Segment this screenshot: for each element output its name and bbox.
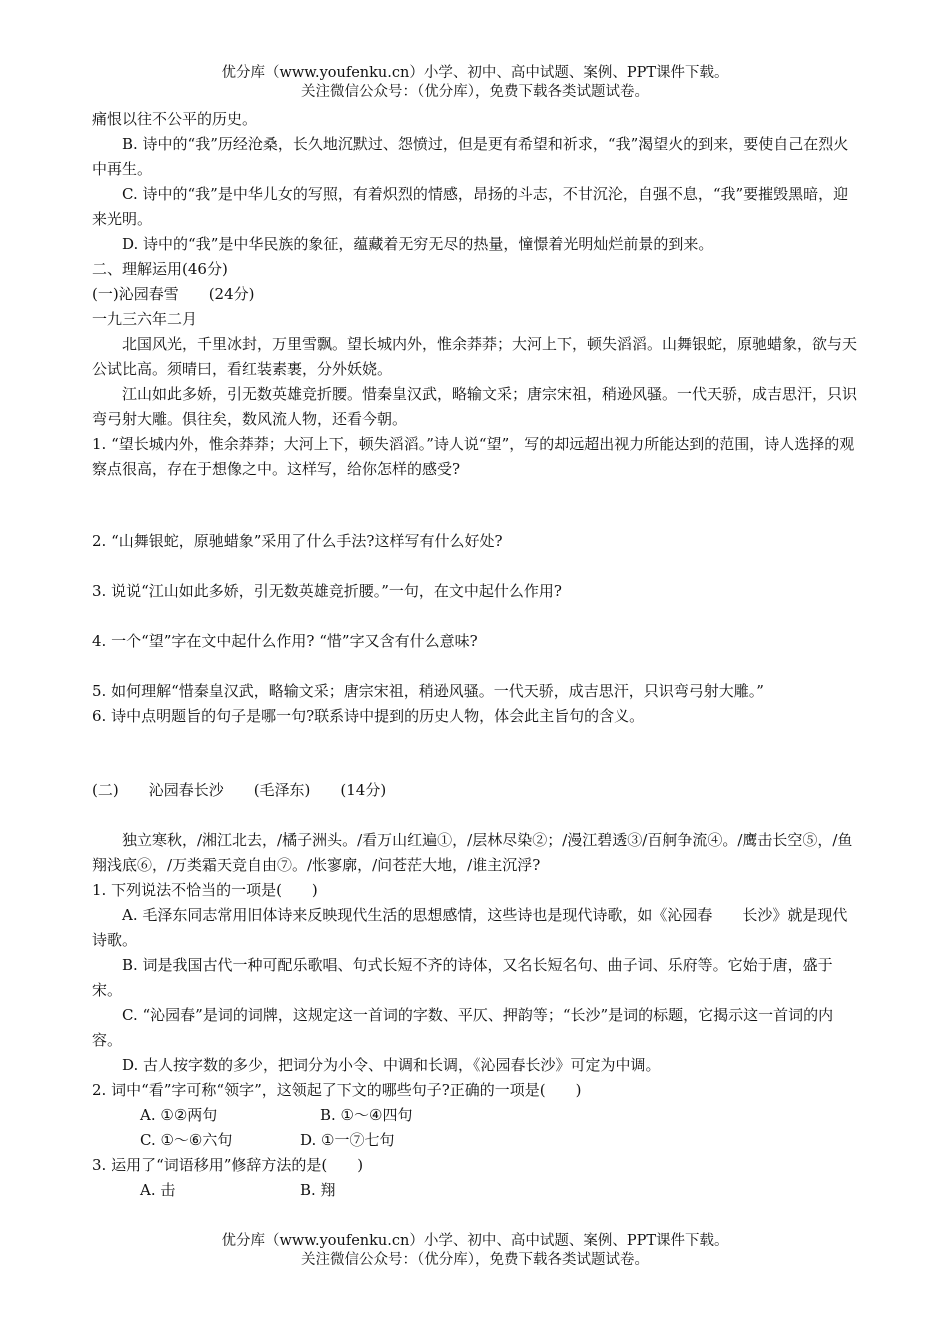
part1-question-2: 2. “山舞银蛇，原驰蜡象”采用了什么手法?这样写有什么好处? [92,532,503,550]
poem-para-2: 江山如此多娇，引无数英雄竞折腰。惜秦皇汉武，略输文采；唐宗宋祖，稍逊风骚。一代天骄，成吉思汗，只识弯弓射大雕。俱往矣，数风流人物，还看今朝。 [92,385,858,428]
part1-question-1: 1. “望长城内外，惟余莽莽；大河上下，顿失滔滔。”诗人说“望”，写的却远超出视力所能达到的范围，诗人选择的观察点很高，存在于想像之中。这样写，给你怎样的感受? [92,435,855,478]
part2-q1-stem: 1. 下列说法不恰当的一项是( ) [92,881,318,899]
prev-option-d: D. 诗中的“我”是中华民族的象征，蕴藏着无穷无尽的热量，憧憬着光明灿烂前景的到来。 [122,235,714,253]
part2-q2-options-row-2 [92,1128,860,1153]
prev-option-b: B. 诗中的“我”历经沧桑，长久地沉默过、怨愤过，但是更有希望和祈求，“我”渴望火的到来，要使自己在烈火中再生。 [92,135,849,178]
part2-q2-option-c: C. ①～⑥六句 [140,1131,233,1149]
part2-title: (二) 沁园春长沙 (毛泽东) (14分) [92,781,387,799]
poem-para-1: 北国风光，千里冰封，万里雪飘。望长城内外，惟余莽莽；大河上下，顿失滔滔。山舞银蛇，原驰蜡象，欲与天公试比高。须晴曰，看红装素裹，分外妖娆。 [92,335,858,378]
part2-q1-option-c: C. “沁园春”是词的词牌，这规定这一首词的字数、平仄、押韵等；“长沙”是词的标题，它揭示这一首词的内容。 [92,1006,834,1049]
page-header [0,64,950,102]
part2-q2-option-b: B. ①～④四句 [320,1106,413,1124]
part2-q3-option-b: B. 翔 [300,1181,336,1199]
part1-question-5: 5. 如何理解“惜秦皇汉武，略输文采；唐宗宋祖，稍逊风骚。一代天骄，成吉思汗，只识弯弓射大雕。” [92,682,764,700]
prev-question-tail: 痛恨以往不公平的历史。 [92,110,258,128]
header-line-2: 关注微信公众号：（优分库），免费下载各类试题试卷。 [301,84,649,100]
part2-q3-option-a: A. 击 [140,1181,176,1199]
part1-question-3: 3. 说说“江山如此多娇，引无数英雄竞折腰。”一句，在文中起什么作用? [92,582,562,600]
part2-q2-options-row-1 [92,1103,860,1128]
part2-q3-options-row [92,1178,860,1203]
document-body [92,107,860,1203]
part1-date: 一九三六年二月 [92,310,198,328]
section-title: 二、理解运用(46分) [92,260,228,278]
part2-q3-stem: 3. 运用了“词语移用”修辞方法的是( ) [92,1156,364,1174]
part2-q2-stem: 2. 词中“看”字可称“领字”，这领起了下文的哪些句子?正确的一项是( ) [92,1081,582,1099]
part2-q1-option-a: A. 毛泽东同志常用旧体诗来反映现代生活的思想感情，这些诗也是现代诗歌，如《沁园春 长沙》就是现代诗歌。 [92,906,848,949]
page-footer [0,1232,950,1270]
part2-q1-option-b: B. 词是我国古代一种可配乐歌唱、句式长短不齐的诗体，又名长短名句、曲子词、乐府等。它始于唐，盛于宋。 [92,956,833,999]
part1-title: (一)沁园春雪 (24分) [92,285,255,303]
footer-line-1: 优分库（www.youfenku.cn）小学、初中、高中试题、案例、PPT课件下载。 [221,1233,729,1249]
prev-option-c: C. 诗中的“我”是中华儿女的写照，有着炽烈的情感，昂扬的斗志，不甘沉沦，自强不息，“我”要摧毁黑暗，迎来光明。 [92,185,849,228]
part2-q1-option-d: D. 古人按字数的多少，把词分为小令、中调和长调，《沁园春长沙》可定为中调。 [122,1056,661,1074]
part2-poem: 独立寒秋，/湘江北去，/橘子洲头。/看万山红遍①，/层林尽染②；/漫江碧透③/百舸争流④。/鹰击长空⑤，/鱼翔浅底⑥，/万类霜天竞自由⑦。/怅寥廓，/问苍茫大地，/谁主沉浮? [92,831,853,874]
part1-question-4: 4. 一个“望”字在文中起什么作用? “惜”字又含有什么意味? [92,632,478,650]
header-line-1: 优分库（www.youfenku.cn）小学、初中、高中试题、案例、PPT课件下载。 [221,65,729,81]
part2-q2-option-a: A. ①②两句 [140,1106,218,1124]
part2-q2-option-d: D. ①一⑦七句 [300,1131,395,1149]
footer-line-2: 关注微信公众号：（优分库），免费下载各类试题试卷。 [301,1252,649,1268]
part1-question-6: 6. 诗中点明题旨的句子是哪一句?联系诗中提到的历史人物，体会此主旨句的含义。 [92,707,645,725]
